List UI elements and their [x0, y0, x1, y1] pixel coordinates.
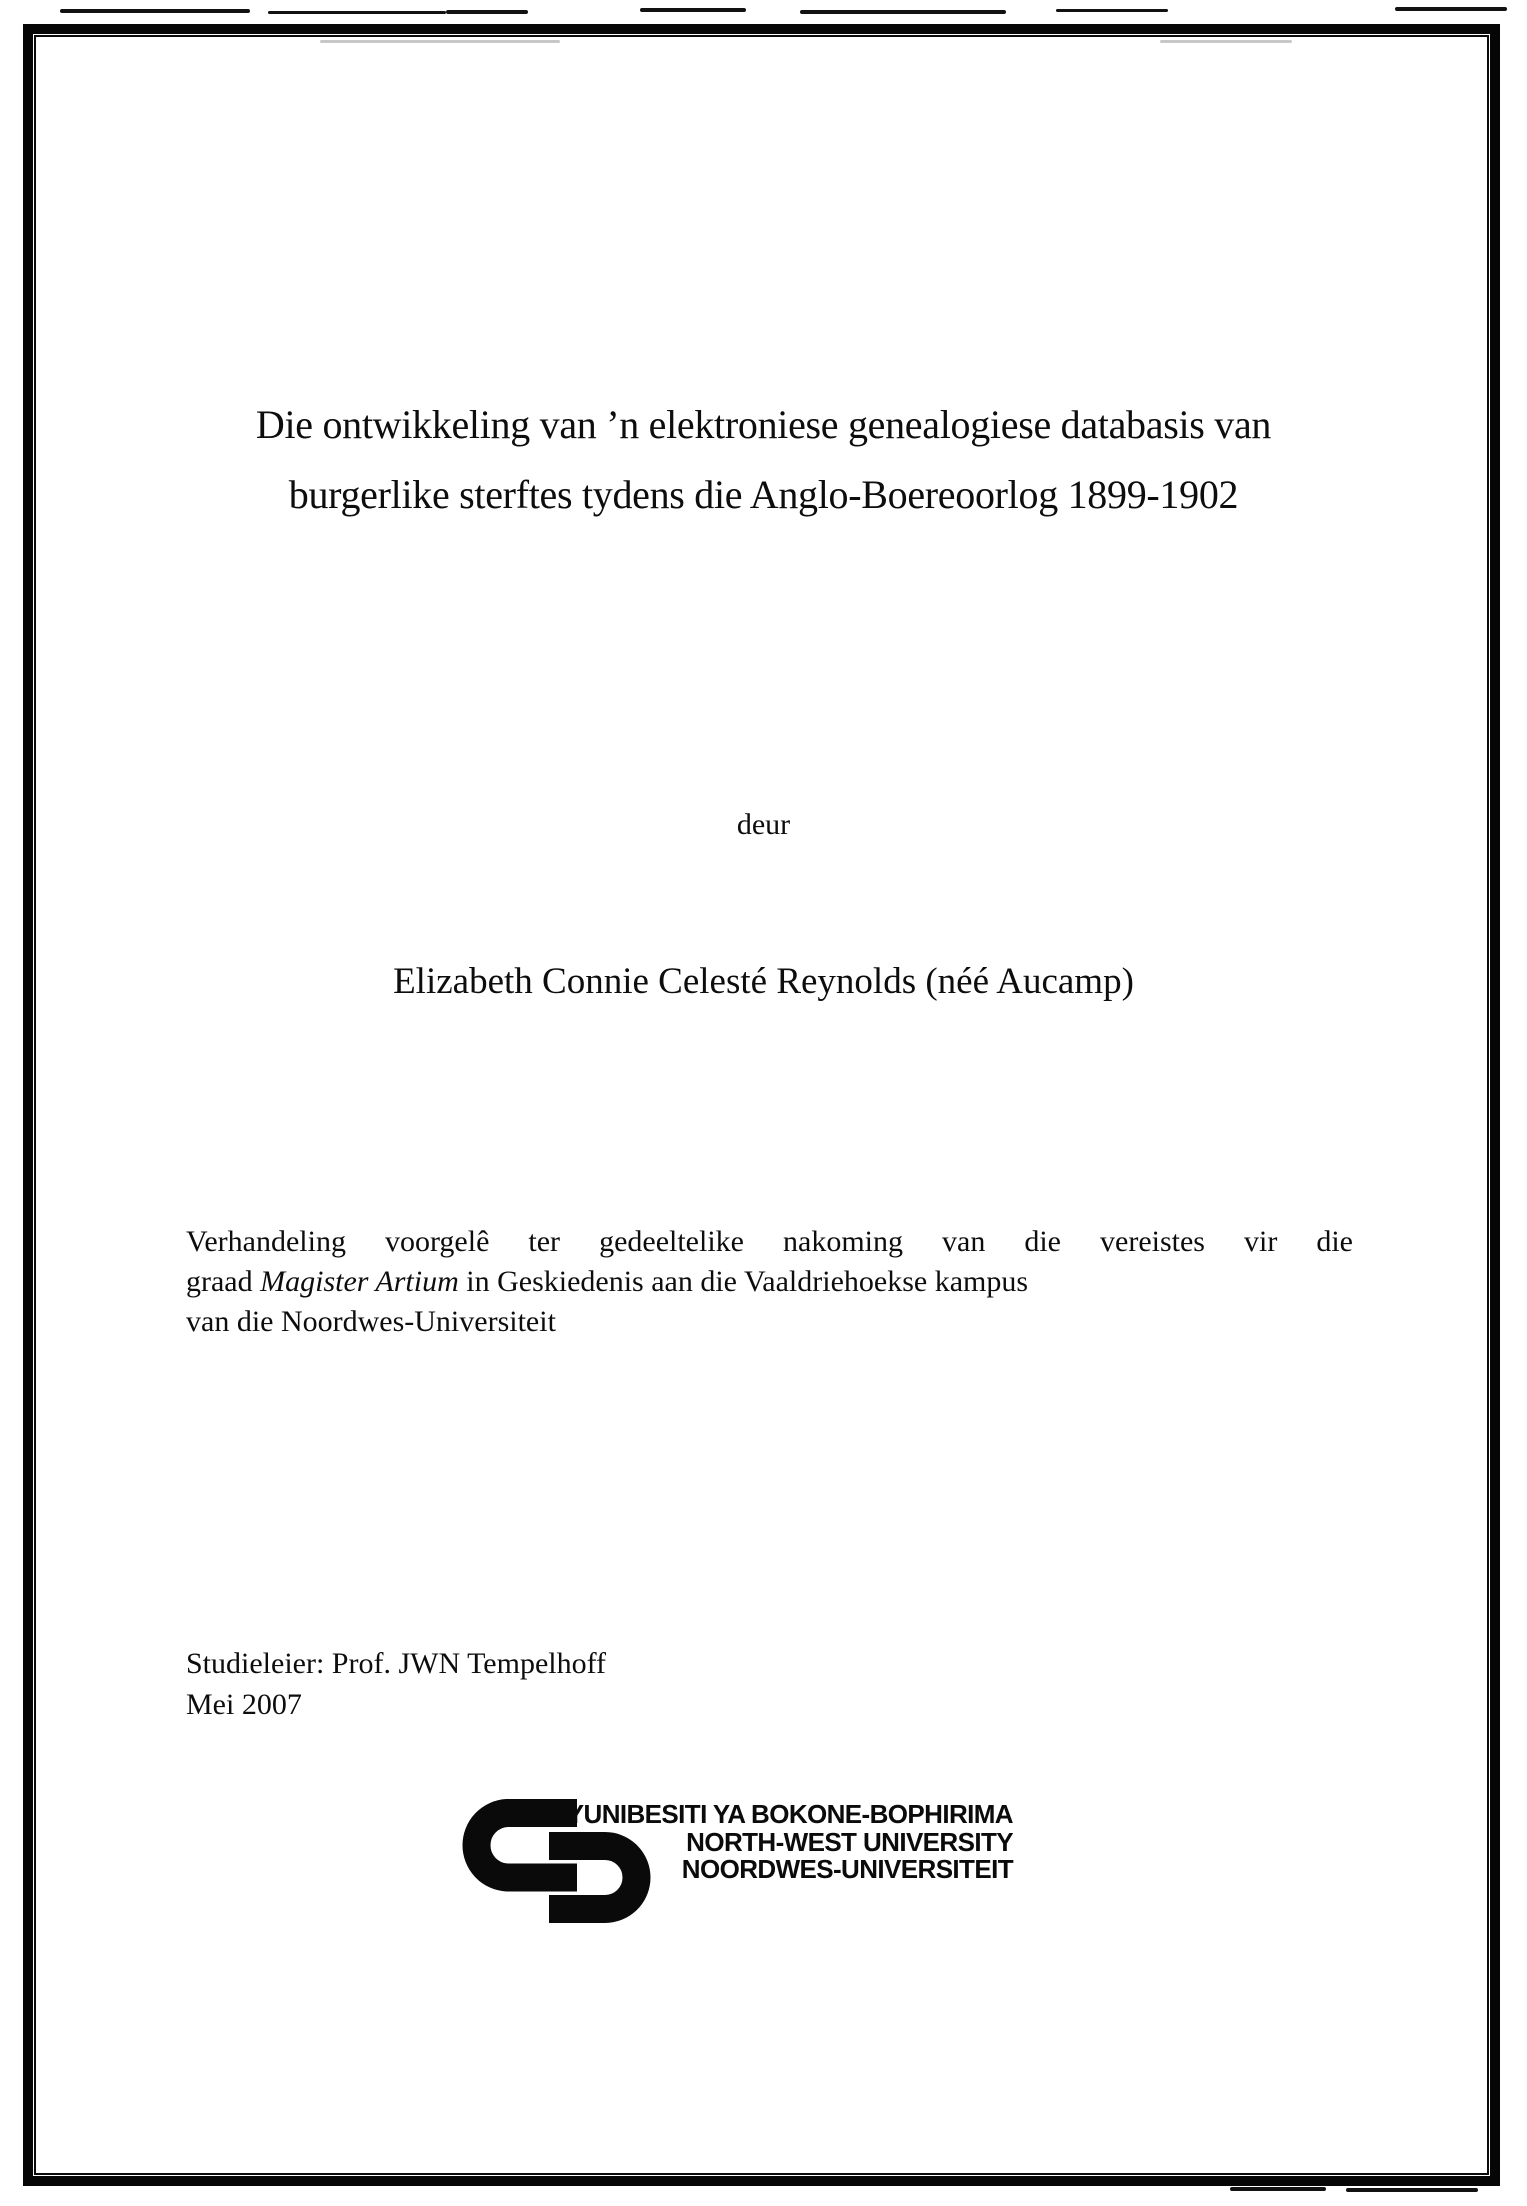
scan-artifact — [268, 11, 446, 14]
date-line: Mei 2007 — [186, 1688, 302, 1721]
supervisor-block — [186, 1643, 606, 1725]
logo-text-line2: NORTH-WEST UNIVERSITY — [686, 1826, 1013, 1857]
author-name: Elizabeth Connie Celesté Reynolds (néé Aucamp) — [393, 961, 1134, 1002]
scan-artifact — [1230, 2187, 1326, 2191]
scan-artifact — [640, 8, 746, 12]
scan-artifact — [446, 10, 528, 14]
logo-text-line3: NOORDWES-UNIVERSITEIT — [681, 1854, 1013, 1884]
degree-statement-line2-prefix: graad — [186, 1265, 261, 1298]
supervisor-line: Studieleier: Prof. JWN Tempelhoff — [186, 1647, 607, 1680]
thesis-title-line1: Die ontwikkeling van ’n elektroniese genealogiese databasis van — [255, 402, 1272, 447]
degree-statement-line2 — [186, 1262, 1353, 1302]
logo-text-line1: YUNIBESITI YA BOKONE-BOPHIRIMA — [566, 1799, 1013, 1829]
degree-statement-line3: van die Noordwes-Universiteit — [186, 1305, 556, 1338]
scan-artifact — [60, 9, 250, 13]
degree-statement-line1: Verhandeling voorgelê ter gedeeltelike nakoming van die vereistes vir die — [186, 1225, 1353, 1258]
degree-statement-line2-suffix: in Geskiedenis aan die Vaaldriehoekse kampus — [458, 1265, 1029, 1298]
degree-statement — [186, 1222, 1353, 1342]
university-logo-text — [560, 1801, 1013, 1884]
scan-artifact — [1056, 9, 1168, 12]
scan-artifact — [1395, 7, 1507, 11]
thesis-title-line2: burgerlike sterftes tydens die Anglo-Boereoorlog 1899-1902 — [288, 472, 1239, 517]
university-logo — [459, 1799, 1019, 1934]
thesis-title — [90, 390, 1437, 530]
byline-label: deur — [736, 808, 791, 841]
degree-name-italic: Magister Artium — [260, 1265, 459, 1298]
scan-artifact — [800, 10, 1006, 14]
scan-artifact — [1346, 2188, 1478, 2192]
